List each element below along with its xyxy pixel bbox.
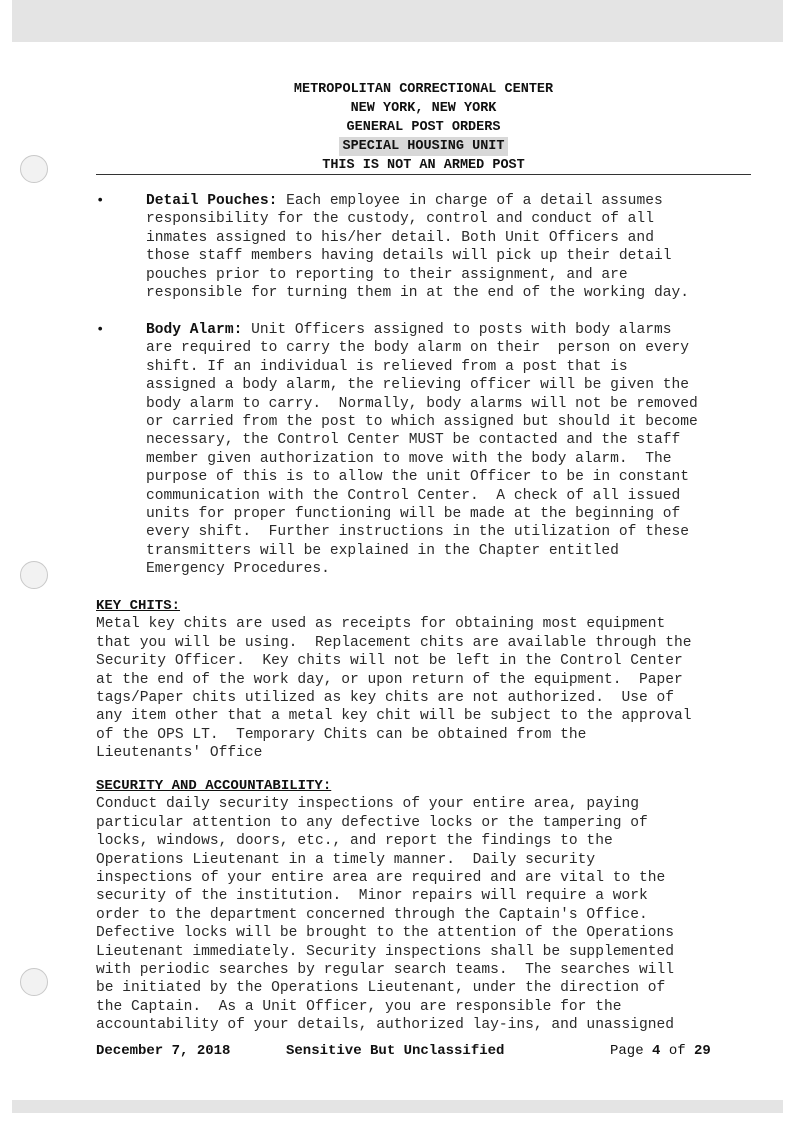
section-line: of the OPS LT. Temporary Chits can be obtained from the [96, 726, 587, 743]
bullet-line: or carried from the post to which assigned but should it become [146, 414, 698, 431]
header-unit: SPECIAL HOUSING UNIT [339, 137, 507, 156]
page-number: 4 [652, 1043, 661, 1059]
bullet-line: units for proper functioning will be made at the beginning of [146, 506, 681, 523]
section-title: KEY CHITS: [96, 598, 181, 614]
header-institution: METROPOLITAN CORRECTIONAL CENTER [293, 82, 554, 97]
bullet-line: purpose of this is to allow the unit Officer to be in constant [146, 469, 689, 486]
document-header [96, 80, 751, 175]
bullet-line: body alarm to carry. Normally, body alarms will not be removed [146, 395, 698, 412]
bullet-line: Unit Officers assigned to posts with body alarms [242, 322, 672, 338]
section-line: tags/Paper chits utilized as key chits are not authorized. Use of [96, 690, 675, 707]
section-line: Lieutenant immediately. Security inspections shall be supplemented [96, 943, 675, 960]
bullet-line: responsible for turning them in at the end of the working day. [146, 285, 689, 302]
section-line: that you will be using. Replacement chits are available through the [96, 634, 692, 651]
bullet-line: those staff members having details will pick up their detail [146, 248, 672, 265]
footer-date: December 7, 2018 [96, 1043, 231, 1059]
section-line: Security Officer. Key chits will not be left in the Control Center [96, 653, 683, 670]
section-line: inspections of your entire area are required and are vital to the [96, 870, 666, 887]
bullet-line: Emergency Procedures. [146, 561, 330, 578]
section-line: at the end of the work day, or upon return of the equipment. Paper [96, 671, 683, 688]
punch-hole-icon [20, 155, 48, 183]
section-line: Conduct daily security inspections of your entire area, paying [96, 796, 639, 813]
section-line: any item other that a metal key chit will be subject to the approval [96, 708, 692, 725]
bullet-title: Detail Pouches: [146, 193, 278, 209]
page-total: 29 [694, 1043, 711, 1059]
bullet-icon: • [96, 322, 105, 338]
bullet-line: inmates assigned to his/her detail. Both Unit Officers and [146, 229, 654, 246]
section-title: SECURITY AND ACCOUNTABILITY: [96, 778, 332, 794]
bullet-line: pouches prior to reporting to their assignment, and are [146, 266, 628, 283]
page-of: of [660, 1043, 695, 1059]
bullet-line: shift. If an individual is relieved from a post that is [146, 358, 628, 375]
section-line: particular attention to any defective locks or the tampering of [96, 814, 648, 831]
bullet-line: Each employee in charge of a detail assumes [277, 193, 663, 209]
bullet-line: every shift. Further instructions in the utilization of these [146, 524, 689, 541]
bullet-line: are required to carry the body alarm on their person on every [146, 340, 689, 357]
bullet-line: communication with the Control Center. A check of all issued [146, 487, 681, 504]
header-post-status: THIS IS NOT AN ARMED POST [322, 158, 525, 173]
scan-top-band [12, 0, 783, 42]
section-line: order to the department concerned through the Captain's Office. [96, 906, 648, 923]
header-location: NEW YORK, NEW YORK [350, 101, 497, 116]
bullet-line: transmitters will be explained in the Chapter entitled [146, 542, 619, 559]
scan-bottom-band [12, 1100, 783, 1113]
page-footer [96, 1043, 751, 1063]
bullet-title: Body Alarm: [146, 322, 243, 338]
section-key-chits [96, 597, 756, 763]
punch-hole-icon [20, 561, 48, 589]
section-line: locks, windows, doors, etc., and report the findings to the [96, 833, 613, 850]
footer-page-indicator [610, 1043, 711, 1059]
section-line: security of the institution. Minor repairs will require a work [96, 888, 648, 905]
section-line: with periodic searches by regular search teams. The searches will [96, 962, 675, 979]
bullet-icon: • [96, 193, 105, 209]
bullet-line: member given authorization to move with the body alarm. The [146, 450, 672, 467]
header-divider [96, 174, 751, 175]
footer-classification: Sensitive But Unclassified [286, 1043, 505, 1059]
section-line: be initiated by the Operations Lieutenant, under the direction of [96, 980, 666, 997]
section-security-accountability [96, 777, 756, 1035]
header-doc-type: GENERAL POST ORDERS [346, 120, 501, 135]
section-line: the Captain. As a Unit Officer, you are responsible for the [96, 998, 622, 1015]
bullet-line: responsibility for the custody, control and conduct of all [146, 211, 654, 228]
punch-hole-icon [20, 968, 48, 996]
section-line: Operations Lieutenant in a timely manner. Daily security [96, 851, 596, 868]
section-line: Lieutenants' Office [96, 745, 263, 762]
bullet-line: necessary, the Control Center MUST be contacted and the staff [146, 432, 681, 449]
section-line: Metal key chits are used as receipts for obtaining most equipment [96, 616, 666, 633]
section-line: Defective locks will be brought to the attention of the Operations [96, 925, 675, 942]
section-line: accountability of your details, authorized lay-ins, and unassigned [96, 1017, 675, 1034]
bullet-line: assigned a body alarm, the relieving officer will be given the [146, 377, 689, 394]
page-prefix: Page [610, 1043, 653, 1059]
